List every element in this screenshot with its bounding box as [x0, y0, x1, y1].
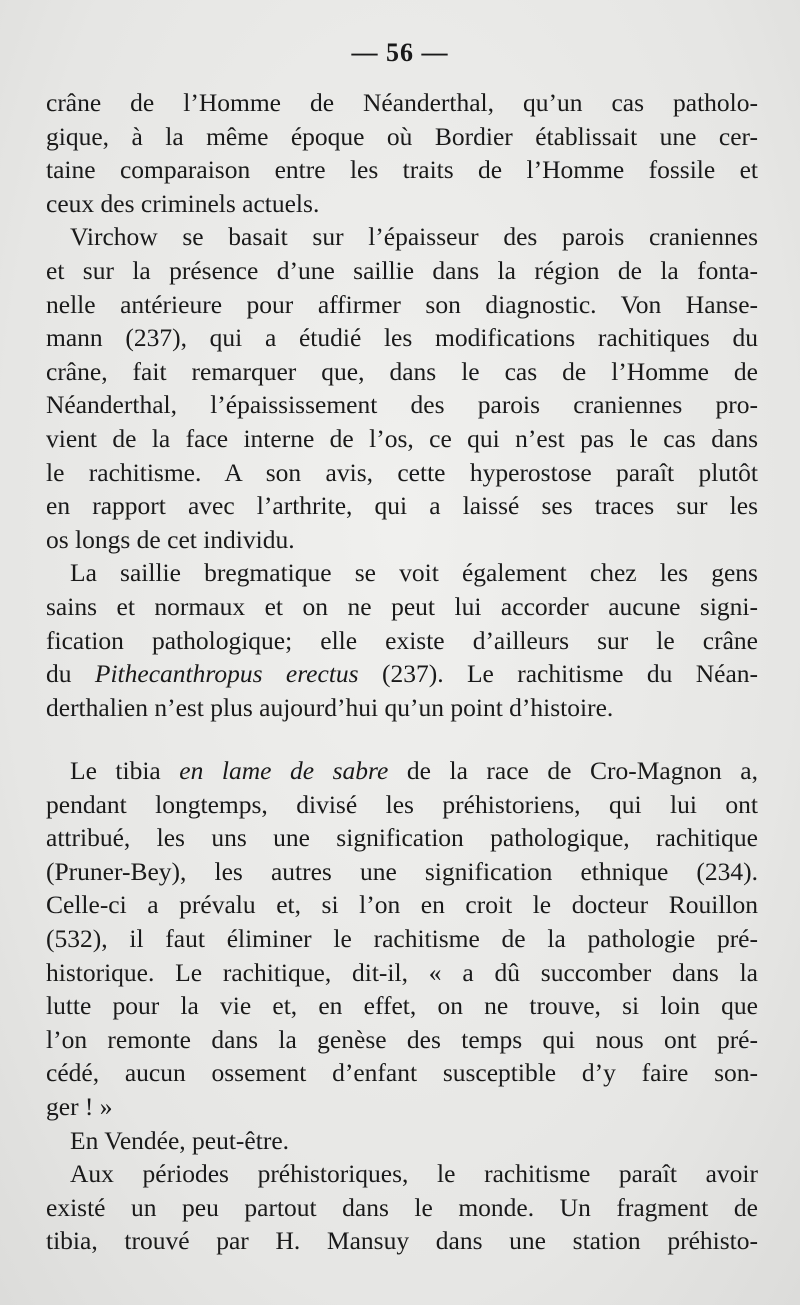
- text-line: sains et normaux et on ne peut lui accorder aucune signi-: [46, 591, 758, 621]
- page-number: — 56 —: [351, 38, 449, 67]
- text-line: En Vendée, peut-être.: [70, 1125, 290, 1155]
- text-line: Néanderthal, l’épaississement des parois craniennes pro-: [46, 390, 758, 420]
- line-text: de la race de Cro-Magnon a,: [388, 756, 758, 785]
- text-line: fication pathologique; elle existe d’ailleurs sur le crâne: [46, 625, 758, 655]
- italic-phrase: Pithecanthropus erectus: [94, 659, 359, 689]
- text-block-1: [46, 86, 758, 724]
- text-line: en rapport avec l’arthrite, qui a laissé ses traces sur les: [46, 491, 758, 521]
- text-line: ger ! »: [46, 1091, 113, 1121]
- text-line: et sur la présence d’une saillie dans la région de la fonta-: [46, 255, 758, 285]
- text-line: lutte pour la vie et, en effet, on ne trouve, si loin que: [46, 991, 758, 1021]
- text-line: Celle-ci a prévalu et, si l’on en croit le docteur Rouillon: [46, 890, 758, 920]
- text-line: [46, 657, 758, 691]
- text-line: le rachitisme. A son avis, cette hyperostose paraît plutôt: [46, 457, 758, 487]
- text-line: crâne, fait remarquer que, dans le cas de l’Homme de: [46, 356, 758, 386]
- text-line: Virchow se basait sur l’épaisseur des parois craniennes: [70, 222, 758, 252]
- line-text: du: [46, 659, 95, 689]
- text-line: ceux des criminels actuels.: [46, 188, 320, 218]
- text-line: La saillie bregmatique se voit également chez les gens: [70, 558, 758, 588]
- text-line: derthalien n’est plus aujourd’hui qu’un point d’histoire.: [46, 692, 614, 722]
- text-line: (Pruner-Bey), les autres une signification ethnique (234).: [46, 856, 758, 886]
- text-line: pendant longtemps, divisé les préhistoriens, qui lui ont: [46, 789, 758, 819]
- text-line: crâne de l’Homme de Néanderthal, qu’un cas patholo-: [46, 88, 758, 117]
- line-text: (237). Le rachitisme du Néan-: [358, 659, 758, 689]
- text-line: os longs de cet individu.: [46, 524, 295, 554]
- italic-phrase: en lame de sabre: [179, 756, 389, 785]
- text-line: historique. Le rachitique, dit-il, « a dû succomber dans la: [46, 957, 758, 987]
- text-line: cédé, aucun ossement d’enfant susceptible d’y faire son-: [46, 1058, 758, 1088]
- text-block-2: [46, 754, 758, 1258]
- text-line: attribué, les uns une signification pathologique, rachitique: [46, 823, 758, 853]
- text-line: taine comparaison entre les traits de l’Homme fossile et: [46, 155, 758, 185]
- text-line: nelle antérieure pour affirmer son diagnostic. Von Hanse-: [46, 289, 758, 319]
- line-text: Le tibia: [70, 756, 180, 785]
- text-line: mann (237), qui a étudié les modifications rachitiques du: [46, 323, 758, 353]
- text-line: Aux périodes préhistoriques, le rachitisme paraît avoir: [70, 1159, 758, 1189]
- text-line: existé un peu partout dans le monde. Un fragment de: [46, 1192, 758, 1222]
- text-line: [46, 754, 758, 788]
- text-line: vient de la face interne de l’os, ce qui n’est pas le cas dans: [46, 423, 758, 453]
- text-line: l’on remonte dans la genèse des temps qui nous ont pré-: [46, 1024, 758, 1054]
- text-line: gique, à la même époque où Bordier établissait une cer-: [46, 121, 758, 151]
- text-line: (532), il faut éliminer le rachitisme de la pathologie pré-: [46, 923, 758, 953]
- text-line: tibia, trouvé par H. Mansuy dans une station préhisto-: [46, 1226, 758, 1256]
